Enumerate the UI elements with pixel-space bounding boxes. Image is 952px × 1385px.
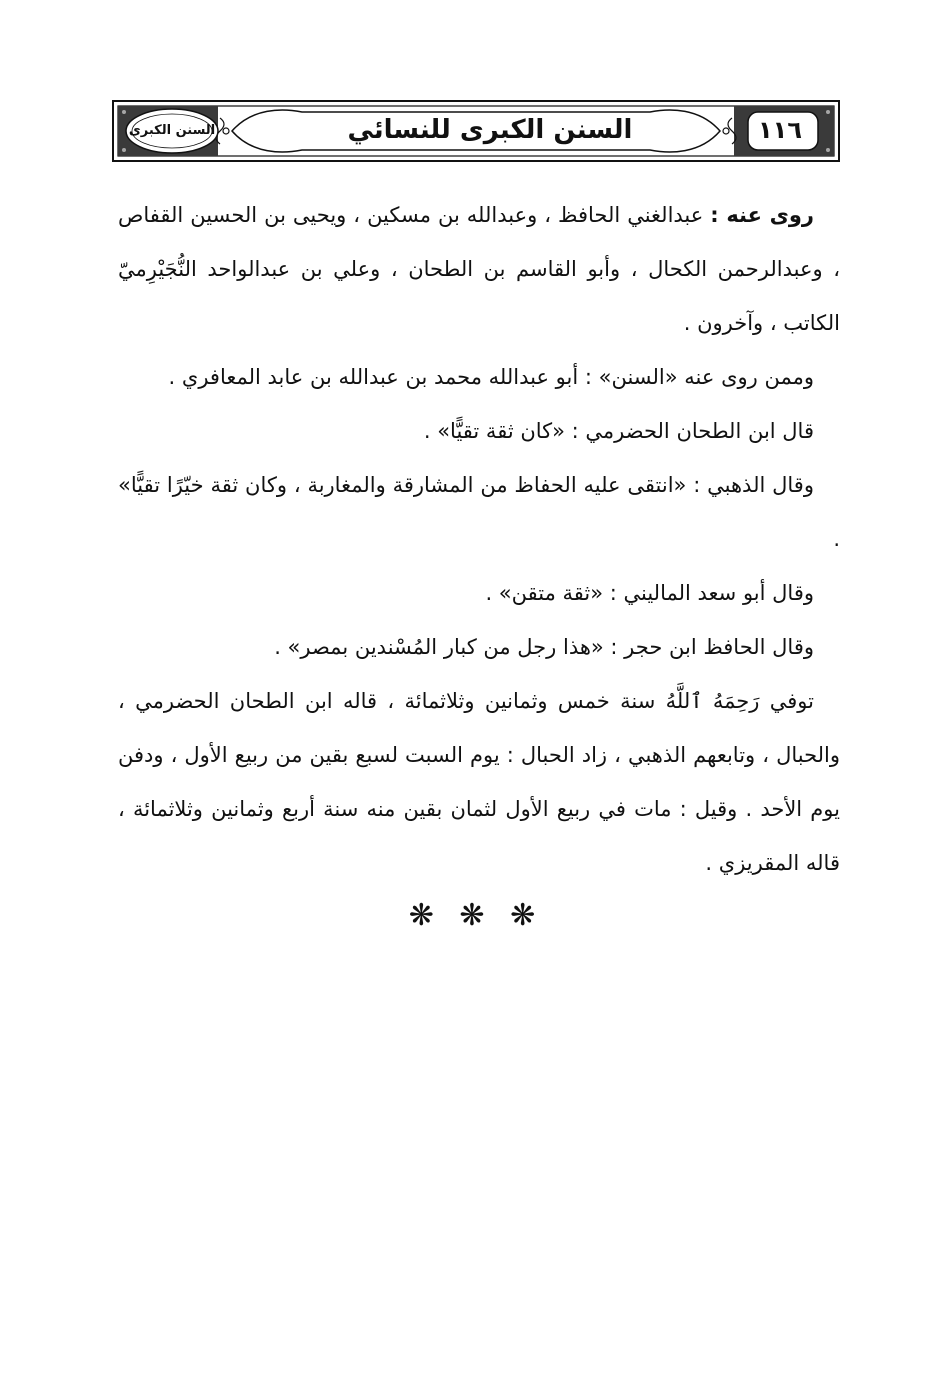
paragraph-malini-quote: وقال أبو سعد الماليني : «ثقة متقن» . (485, 581, 814, 605)
publisher-logo (128, 106, 216, 156)
paragraph-narrators (118, 188, 840, 350)
narrators-text: عبدالغني الحافظ ، وعبدالله بن مسكين ، ويحيى بن الحسين القفاص ، وعبدالرحمن الكحال ، وأبو القاسم بن الطحان ، وعلي بن عبدالواحد النُّجَيْرِميّ الكاتب ، وآخرون . (118, 203, 840, 335)
narrators-label: روى عنه : (710, 203, 814, 227)
paragraph-sunan-narrator: وممن روى عنه «السنن» : أبو عبدالله محمد بن عبدالله بن عابد المعافري . (168, 365, 814, 389)
main-text (118, 188, 840, 890)
book-title: السنن الكبرى للنسائي (347, 115, 633, 145)
page-number: ١١٦ (758, 116, 802, 144)
paragraph-death-date: توفي رَحِمَهُ ٱللَّهُ سنة خمس وثمانين وثلاثمائة ، قاله ابن الطحان الحضرمي ، والحبال ، وتابعهم الذهبي ، زاد الحبال : يوم السبت لسبع بقين من ربيع الأول ، ودفن يوم الأحد . وقيل : مات في ربيع الأول لثمان بقين منه سنة أربع وثمانين وثلاثمائة ، قاله المقريزي . (118, 689, 840, 875)
section-separator: ❋ ❋ ❋ (408, 898, 544, 933)
logo-text: السنن الكبرى (128, 123, 216, 138)
paragraph-dhahabi-quote: وقال الذهبي : «انتقى عليه الحفاظ من المشارقة والمغاربة ، وكان ثقة خيّرًا تقيًّا» . (118, 473, 840, 551)
paragraph-ibn-tahhan-quote: قال ابن الطحان الحضرمي : «كان ثقة تقيًّا» . (423, 419, 814, 443)
paragraph-ibn-hajar-quote: وقال الحافظ ابن حجر : «هذا رجل من كبار المُسْندين بمصر» . (274, 635, 814, 659)
